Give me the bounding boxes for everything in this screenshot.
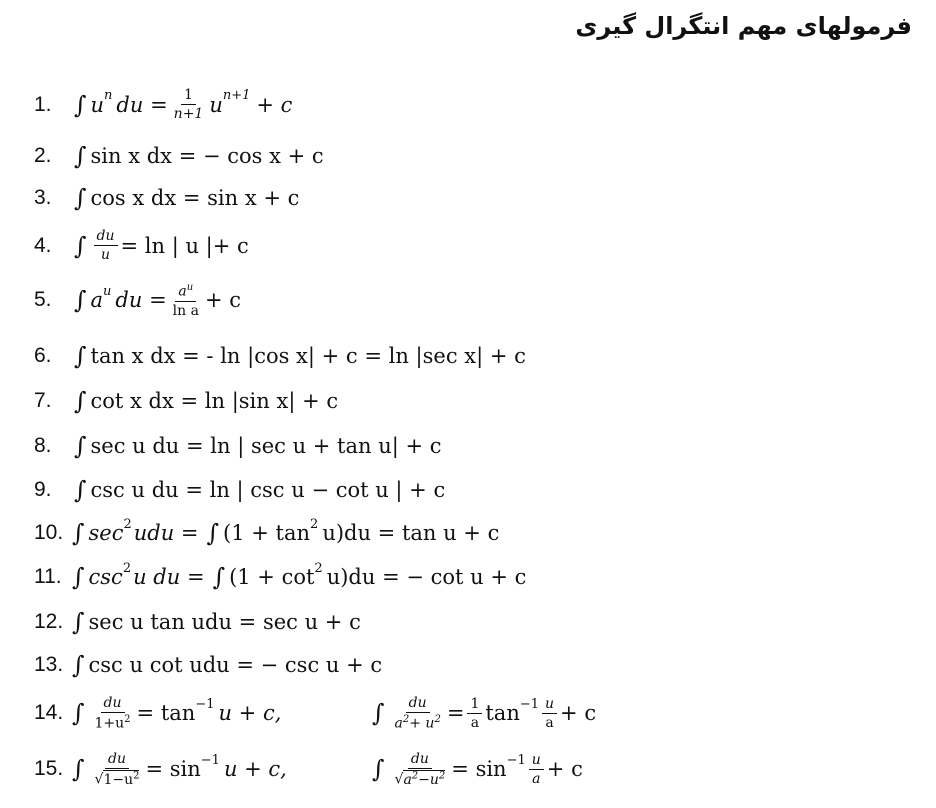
formula-text: u du = bbox=[133, 565, 205, 589]
formula-text: a bbox=[90, 288, 104, 313]
numerator: du bbox=[406, 696, 430, 713]
formula-14-variant bbox=[370, 696, 596, 731]
formula-number: 3. bbox=[34, 186, 52, 209]
formula-text: + c bbox=[204, 288, 242, 313]
formula-number: 14. bbox=[34, 701, 64, 725]
denominator: n+1 bbox=[173, 106, 204, 122]
formula-text: cot x dx = ln |sin x| + c bbox=[90, 389, 339, 413]
formula-number: 13. bbox=[34, 653, 64, 676]
denominator: a bbox=[532, 770, 541, 787]
formula-sup: −1 bbox=[506, 752, 526, 768]
formula-number: 8. bbox=[34, 434, 52, 457]
formula-sup: 2 bbox=[310, 516, 319, 532]
numerator: $a^u$ bbox=[175, 283, 196, 302]
formula-sup: n bbox=[104, 88, 113, 103]
formula-15-variant bbox=[370, 752, 583, 787]
formula-number: 10. bbox=[34, 521, 64, 544]
formula-4 bbox=[34, 229, 249, 262]
denominator: ln a bbox=[172, 302, 199, 319]
formula-number: 15. bbox=[34, 757, 64, 781]
integral-sign: ∫ bbox=[74, 286, 87, 315]
formula-text: sin x dx = − cos x + c bbox=[90, 144, 324, 168]
denominator: u bbox=[100, 247, 111, 263]
fraction bbox=[467, 697, 482, 730]
integral-sign: ∫ bbox=[372, 699, 385, 728]
formula-text: (1 + cot bbox=[229, 565, 315, 589]
fraction bbox=[392, 696, 444, 731]
formula-sup: −1 bbox=[200, 752, 220, 768]
formula-number: 5. bbox=[34, 288, 52, 312]
formula-11 bbox=[34, 560, 527, 591]
integral-sign: ∫ bbox=[372, 755, 385, 784]
numerator: du bbox=[101, 696, 125, 713]
fraction bbox=[171, 88, 207, 121]
formula-text: u)du = − cot u + c bbox=[326, 565, 527, 589]
formula-number: 6. bbox=[34, 344, 52, 367]
integral-sign: ∫ bbox=[74, 387, 87, 415]
integral-sign: ∫ bbox=[72, 608, 85, 636]
formula-text: (1 + tan bbox=[223, 521, 311, 545]
formula-sup: −1 bbox=[195, 696, 215, 712]
formula-text: u + c, bbox=[223, 757, 287, 782]
formula-text: = bbox=[446, 701, 465, 726]
numerator: 1 bbox=[181, 88, 196, 105]
formula-sup: n+1 bbox=[222, 88, 251, 103]
formula-text: udu = bbox=[133, 521, 199, 545]
formula-5 bbox=[34, 283, 241, 318]
fraction bbox=[170, 283, 202, 318]
formula-text: tan x dx = - ln |cos x| + c = ln |sec x| + c bbox=[90, 344, 526, 368]
denominator: $√1-u^2$ bbox=[94, 770, 140, 788]
formula-text: sec u tan udu = sec u + c bbox=[88, 610, 361, 634]
formula-12 bbox=[34, 608, 361, 636]
formula-text: u)du = tan u + c bbox=[322, 521, 500, 545]
formula-text: csc u cot udu = − csc u + c bbox=[88, 653, 383, 677]
formula-15 bbox=[34, 752, 634, 787]
formula-text: cos x dx = sin x + c bbox=[90, 186, 300, 210]
integral-sign: ∫ bbox=[72, 519, 85, 547]
formula-text: = ln | u |+ c bbox=[120, 233, 249, 258]
formula-number: 9. bbox=[34, 478, 52, 501]
numerator: du bbox=[105, 752, 129, 769]
integral-sign: ∫ bbox=[72, 699, 85, 728]
integral-sign: ∫ bbox=[74, 342, 87, 370]
formula-6 bbox=[34, 342, 526, 370]
formula-10 bbox=[34, 516, 500, 547]
numerator: 1 bbox=[467, 697, 482, 714]
formula-sup: −1 bbox=[519, 696, 540, 712]
fraction bbox=[542, 697, 557, 730]
denominator: $1+u^2$ bbox=[94, 714, 131, 732]
formula-2 bbox=[34, 142, 324, 170]
formula-8 bbox=[34, 432, 442, 460]
formula-number: 7. bbox=[34, 389, 52, 412]
formula-text: du = bbox=[115, 288, 167, 313]
formula-text: sec bbox=[88, 521, 124, 545]
fraction bbox=[92, 696, 134, 731]
integral-sign: ∫ bbox=[74, 142, 87, 170]
numerator: u bbox=[542, 697, 557, 714]
formula-14 bbox=[34, 696, 634, 731]
integral-sign: ∫ bbox=[72, 563, 85, 591]
formula-text: u + c, bbox=[218, 701, 282, 726]
numerator: u bbox=[529, 753, 544, 770]
numerator: du bbox=[408, 752, 432, 769]
formula-text: = sin bbox=[451, 757, 507, 782]
formula-13 bbox=[34, 651, 382, 679]
fraction bbox=[92, 752, 143, 787]
formula-text: csc u du = ln | csc u − cot u | + c bbox=[90, 478, 446, 502]
formula-number: 1. bbox=[34, 92, 52, 116]
integral-sign: ∫ bbox=[212, 563, 226, 591]
formula-text: tan bbox=[485, 701, 520, 726]
formula-text: sec u du = ln | sec u + tan u| + c bbox=[90, 434, 442, 458]
denominator: $a^2+ u^2$ bbox=[394, 714, 441, 732]
formula-text: u bbox=[90, 92, 105, 117]
formula-text: = sin bbox=[145, 757, 201, 782]
integral-sign: ∫ bbox=[72, 651, 85, 679]
formula-text: = tan bbox=[136, 701, 196, 726]
formula-text: + c bbox=[256, 92, 293, 117]
integral-sign: ∫ bbox=[74, 184, 87, 212]
numerator: du bbox=[94, 229, 118, 246]
formula-number: 2. bbox=[34, 144, 52, 167]
formula-sup: u bbox=[103, 283, 112, 299]
integral-sign: ∫ bbox=[74, 90, 87, 119]
formula-number: 12. bbox=[34, 610, 64, 633]
formula-sup: 2 bbox=[123, 516, 132, 532]
integral-sign: ∫ bbox=[74, 432, 87, 460]
integral-sign: ∫ bbox=[72, 755, 85, 784]
integral-sign: ∫ bbox=[74, 231, 87, 260]
formula-7 bbox=[34, 387, 338, 415]
fraction bbox=[94, 229, 118, 262]
formula-number: 11. bbox=[34, 565, 62, 588]
formula-text: u bbox=[209, 92, 223, 117]
formula-text: + c bbox=[560, 701, 597, 726]
fraction bbox=[529, 753, 544, 786]
page-title: فرمولهای مهم انتگرال گیری bbox=[575, 12, 912, 40]
denominator: $√a^2-u^2$ bbox=[394, 770, 446, 788]
formula-9 bbox=[34, 476, 445, 504]
integral-sign: ∫ bbox=[206, 519, 220, 547]
formula-text: csc bbox=[88, 565, 123, 589]
formula-1 bbox=[34, 88, 292, 121]
formula-sup: 2 bbox=[314, 560, 323, 576]
denominator: a bbox=[545, 714, 554, 731]
formula-text: + c bbox=[546, 757, 583, 782]
formula-number: 4. bbox=[34, 233, 52, 257]
integral-sign: ∫ bbox=[74, 476, 87, 504]
formula-text: du = bbox=[116, 92, 168, 117]
fraction bbox=[392, 752, 449, 787]
formula-sup: 2 bbox=[122, 560, 132, 576]
formula-3 bbox=[34, 184, 299, 212]
denominator: a bbox=[470, 714, 480, 731]
